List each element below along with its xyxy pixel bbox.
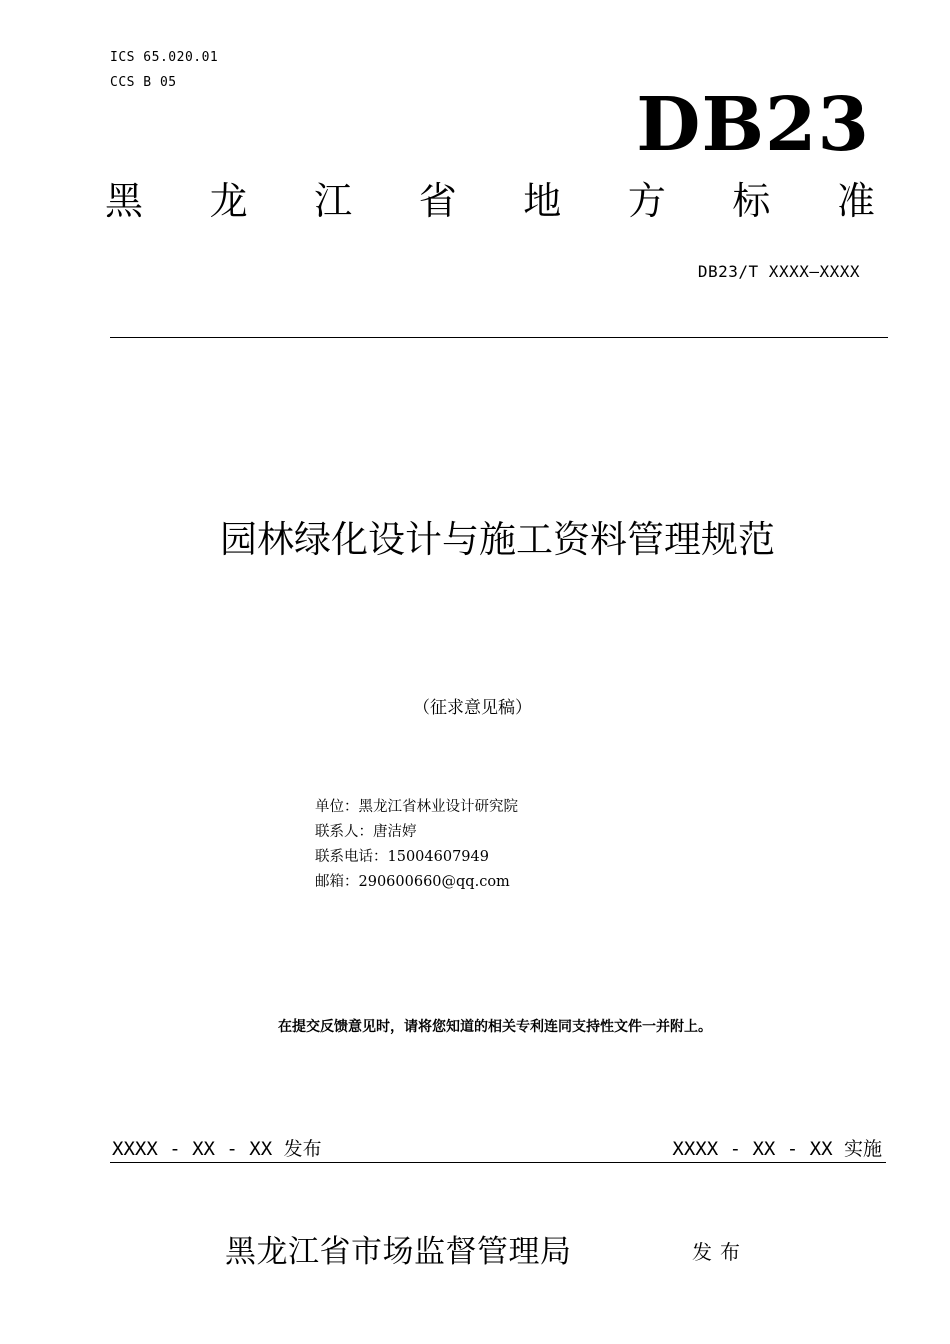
patent-notice: 在提交反馈意见时，请将您知道的相关专利连同支持性文件一并附上。 — [278, 1019, 712, 1035]
publisher-suffix: 发布 — [692, 1240, 748, 1264]
standard-type-char: 江 — [314, 179, 353, 223]
standard-type-char: 地 — [523, 179, 562, 223]
standard-type-heading — [105, 179, 875, 223]
document-title: 园林绿化设计与施工资料管理规范 — [220, 518, 775, 561]
contact-email: 邮箱：290600660@qq.com — [315, 874, 510, 890]
ccs-code: CCS B 05 — [110, 75, 177, 90]
contact-phone: 联系电话：15004607949 — [315, 849, 489, 865]
standard-type-char: 龙 — [209, 179, 248, 223]
standard-type-char: 黑 — [105, 179, 144, 223]
publisher-name: 黑龙江省市场监督管理局 — [225, 1234, 572, 1270]
standard-type-char: 省 — [418, 179, 457, 223]
standard-type-char: 标 — [732, 179, 771, 223]
implement-date: XXXX - XX - XX 实施 — [672, 1138, 882, 1160]
footer-divider — [110, 1162, 886, 1163]
standard-type-char: 准 — [836, 179, 875, 223]
ics-code: ICS 65.020.01 — [110, 50, 219, 65]
issue-date: XXXX - XX - XX 发布 — [112, 1138, 322, 1160]
contact-person: 联系人：唐洁婷 — [315, 824, 417, 840]
standard-number: DB23/T XXXX—XXXX — [697, 262, 860, 281]
draft-status: （征求意见稿） — [413, 698, 532, 718]
header-divider — [110, 337, 888, 338]
standard-logo: DB23 — [636, 82, 870, 168]
standard-type-char: 方 — [627, 179, 666, 223]
contact-unit: 单位：黑龙江省林业设计研究院 — [315, 799, 518, 815]
